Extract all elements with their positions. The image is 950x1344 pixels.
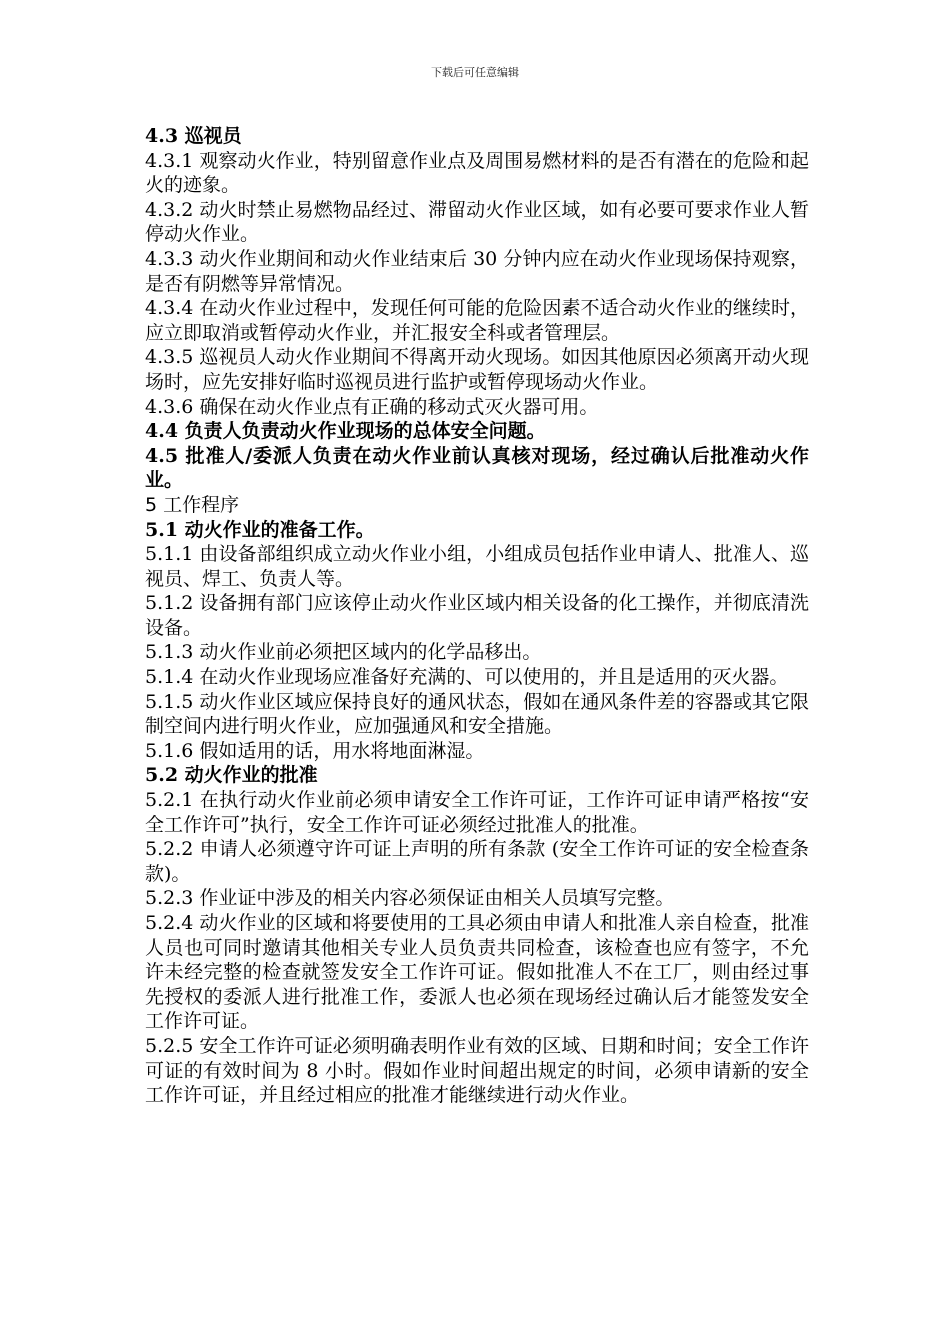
paragraph: 4.3.4 在动火作业过程中，发现任何可能的危险因素不适合动火作业的继续时，应立即取消或暂停动火作业，并汇报安全科或者管理层。 — [145, 297, 809, 344]
section-heading: 4.4 负责人负责动火作业现场的总体安全问题。 — [145, 420, 546, 443]
paragraph: 4.3.6 确保在动火作业点有正确的移动式灭火器可用。 — [145, 395, 599, 418]
paragraph: 4.3.2 动火时禁止易燃物品经过、滞留动火作业区域，如有必要可要求作业人暂停动火作业。 — [145, 198, 809, 246]
paragraph: 5.2.3 作业证中涉及的相关内容必须保证由相关人员填写完整。 — [145, 887, 675, 910]
paragraph: 5.2.4 动火作业的区域和将要使用的工具必须由申请人和批准人亲自检查，批准人员也可同时邀请其他相关专业人员负责共同检查，该检查也应有签字，不允许未经完整的检查就签发安全工作许可证。假如批准人不在工厂，则由经过事先授权的委派人进行批准工作，委派人也必须在现场经过确认后才能签发安全工作许可证。 — [145, 912, 809, 1033]
paragraph: 4.3.1 观察动火作业，特别留意作业点及周围易燃材料的是否有潜在的危险和起火的迹象。 — [145, 149, 809, 197]
paragraph: 4.3.3 动火作业期间和动火作业结束后 30 分钟内应在动火作业现场保持观察，是否有阴燃等异常情况。 — [145, 247, 809, 295]
section-heading: 4.5 批准人/委派人负责在动火作业前认真核对现场，经过确认后批准动火作业。 — [145, 444, 809, 492]
paragraph: 5.2.5 安全工作许可证必须明确表明作业有效的区域、日期和时间；安全工作许可证的有效时间为 8 小时。假如作业时间超出规定的时间，必须申请新的安全工作许可证，并且经过相应的批准才能继续进行动火作业。 — [145, 1034, 809, 1107]
paragraph: 5.2.2 申请人必须遵守许可证上声明的所有条款 (安全工作许可证的安全检查条款)。 — [145, 838, 809, 885]
paragraph: 4.3.5 巡视员人动火作业期间不得离开动火现场。如因其他原因必须离开动火现场时，应先安排好临时巡视员进行监护或暂停现场动火作业。 — [145, 346, 809, 393]
section-heading: 5.2 动火作业的批准 — [145, 764, 318, 787]
document-body — [145, 124, 809, 1108]
chapter-heading: 5 工作程序 — [145, 493, 240, 516]
paragraph: 5.1.3 动火作业前必须把区域内的化学品移出。 — [145, 641, 542, 664]
header-note: 下载后可任意编辑 — [431, 66, 519, 79]
paragraph: 5.1.5 动火作业区域应保持良好的通风状态，假如在通风条件差的容器或其它限制空间内进行明火作业，应加强通风和安全措施。 — [145, 690, 809, 738]
paragraph: 5.1.1 由设备部组织成立动火作业小组，小组成员包括作业申请人、批准人、巡视员、焊工、负责人等。 — [145, 543, 809, 590]
paragraph: 5.2.1 在执行动火作业前必须申请安全工作许可证，工作许可证申请严格按“安全工作许可”执行，安全工作许可证必须经过批准人的批准。 — [145, 789, 809, 836]
section-heading: 5.1 动火作业的准备工作。 — [145, 518, 375, 541]
paragraph: 5.1.4 在动火作业现场应准备好充满的、可以使用的，并且是适用的灭火器。 — [145, 666, 789, 689]
paragraph: 5.1.2 设备拥有部门应该停止动火作业区域内相关设备的化工操作，并彻底清洗设备。 — [145, 592, 809, 639]
paragraph: 5.1.6 假如适用的话，用水将地面淋湿。 — [145, 739, 485, 762]
section-heading: 4.3 巡视员 — [145, 125, 242, 147]
